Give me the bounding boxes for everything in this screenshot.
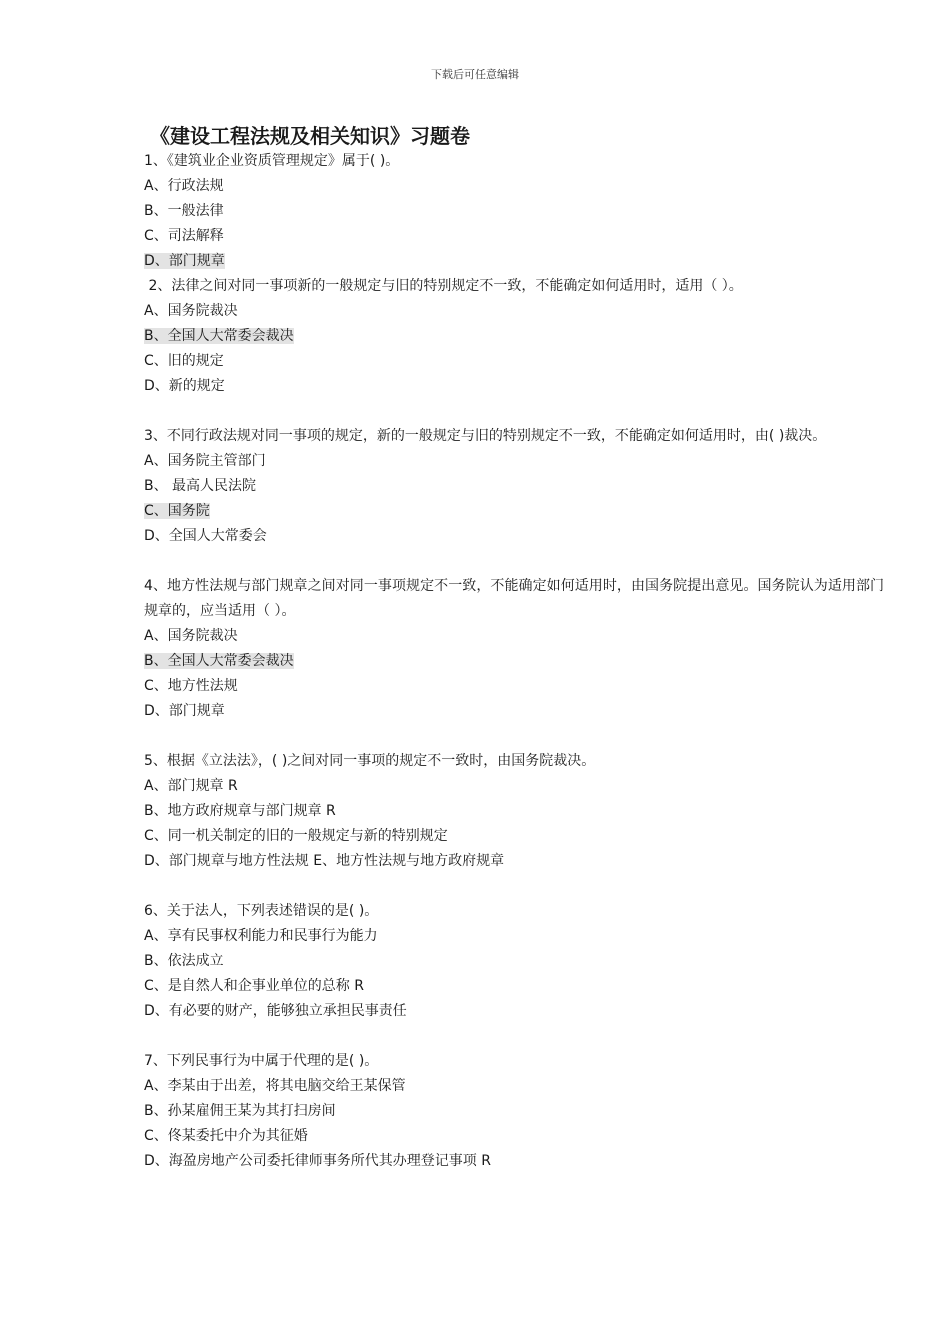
option-b bbox=[144, 649, 884, 674]
question-5 bbox=[144, 749, 884, 874]
option-text: A、国务院主管部门 bbox=[144, 453, 266, 469]
option-text: A、李某由于出差，将其电脑交给王某保管 bbox=[144, 1078, 406, 1094]
question-3 bbox=[144, 424, 884, 549]
option-c bbox=[144, 349, 884, 374]
spacer bbox=[144, 874, 884, 899]
question-6 bbox=[144, 899, 884, 1024]
option-text: A、行政法规 bbox=[144, 178, 224, 194]
option-b bbox=[144, 474, 884, 499]
question-stem: 4、地方性法规与部门规章之间对同一事项规定不一致，不能确定如何适用时，由国务院提出意见。国务院认为适用部门规章的，应当适用（ ）。 bbox=[144, 578, 884, 619]
option-d bbox=[144, 699, 884, 724]
option-b bbox=[144, 199, 884, 224]
question-stem: 5、根据《立法法》，( )之间对同一事项的规定不一致时，由国务院裁决。 bbox=[144, 753, 596, 769]
question-list bbox=[144, 149, 884, 1174]
spacer bbox=[144, 399, 884, 424]
option-a bbox=[144, 624, 884, 649]
option-d bbox=[144, 849, 884, 874]
question-7 bbox=[144, 1049, 884, 1174]
option-text-highlighted: C、国务院 bbox=[144, 503, 210, 519]
option-text-highlighted: D、部门规章 bbox=[144, 253, 225, 269]
option-text: D、新的规定 bbox=[144, 378, 225, 394]
spacer bbox=[144, 1024, 884, 1049]
header-note: 下载后可任意编辑 bbox=[431, 68, 519, 81]
question-stem: 6、关于法人，下列表述错误的是( )。 bbox=[144, 903, 379, 919]
spacer bbox=[144, 549, 884, 574]
option-text: C、司法解释 bbox=[144, 228, 224, 244]
option-text: D、部门规章 bbox=[144, 703, 225, 719]
option-text: D、海盈房地产公司委托律师事务所代其办理登记事项 R bbox=[144, 1153, 491, 1169]
option-c bbox=[144, 674, 884, 699]
question-1 bbox=[144, 149, 884, 274]
option-c bbox=[144, 224, 884, 249]
option-text: A、国务院裁决 bbox=[144, 303, 238, 319]
option-text: B、地方政府规章与部门规章 R bbox=[144, 803, 336, 819]
option-text: C、旧的规定 bbox=[144, 353, 224, 369]
question-stem: 2、法律之间对同一事项新的一般规定与旧的特别规定不一致，不能确定如何适用时，适用（ ）。 bbox=[144, 278, 743, 294]
option-a bbox=[144, 774, 884, 799]
option-b bbox=[144, 324, 884, 349]
option-c bbox=[144, 1124, 884, 1149]
option-text: C、佟某委托中介为其征婚 bbox=[144, 1128, 308, 1144]
spacer bbox=[144, 724, 884, 749]
option-d bbox=[144, 1149, 884, 1174]
option-text: B、依法成立 bbox=[144, 953, 224, 969]
option-d bbox=[144, 524, 884, 549]
option-b bbox=[144, 949, 884, 974]
option-text-highlighted: B、全国人大常委会裁决 bbox=[144, 328, 294, 344]
document-title: 《建设工程法规及相关知识》习题卷 bbox=[150, 124, 470, 148]
option-c bbox=[144, 974, 884, 999]
question-stem: 3、不同行政法规对同一事项的规定，新的一般规定与旧的特别规定不一致，不能确定如何适用时，由( )裁决。 bbox=[144, 428, 827, 444]
option-text: D、部门规章与地方性法规 E、地方性法规与地方政府规章 bbox=[144, 853, 505, 869]
option-text: C、地方性法规 bbox=[144, 678, 238, 694]
option-d bbox=[144, 374, 884, 399]
option-a bbox=[144, 1074, 884, 1099]
question-stem: 7、下列民事行为中属于代理的是( )。 bbox=[144, 1053, 379, 1069]
option-text: D、有必要的财产，能够独立承担民事责任 bbox=[144, 1003, 407, 1019]
question-4 bbox=[144, 574, 884, 724]
option-text: A、部门规章 R bbox=[144, 778, 238, 794]
option-text: A、国务院裁决 bbox=[144, 628, 238, 644]
option-text: D、全国人大常委会 bbox=[144, 528, 267, 544]
question-stem: 1、《建筑业企业资质管理规定》属于( )。 bbox=[144, 153, 400, 169]
option-a bbox=[144, 924, 884, 949]
option-d bbox=[144, 249, 884, 274]
option-text: B、 最高人民法院 bbox=[144, 478, 257, 494]
option-d bbox=[144, 999, 884, 1024]
question-2 bbox=[144, 274, 884, 399]
option-a bbox=[144, 449, 884, 474]
option-text-highlighted: B、全国人大常委会裁决 bbox=[144, 653, 294, 669]
option-text: A、享有民事权利能力和民事行为能力 bbox=[144, 928, 378, 944]
option-a bbox=[144, 299, 884, 324]
option-a bbox=[144, 174, 884, 199]
option-c bbox=[144, 499, 884, 524]
option-text: C、同一机关制定的旧的一般规定与新的特别规定 bbox=[144, 828, 448, 844]
option-b bbox=[144, 799, 884, 824]
option-text: B、一般法律 bbox=[144, 203, 224, 219]
option-text: C、是自然人和企事业单位的总称 R bbox=[144, 978, 364, 994]
option-text: B、孙某雇佣王某为其打扫房间 bbox=[144, 1103, 336, 1119]
option-b bbox=[144, 1099, 884, 1124]
option-c bbox=[144, 824, 884, 849]
